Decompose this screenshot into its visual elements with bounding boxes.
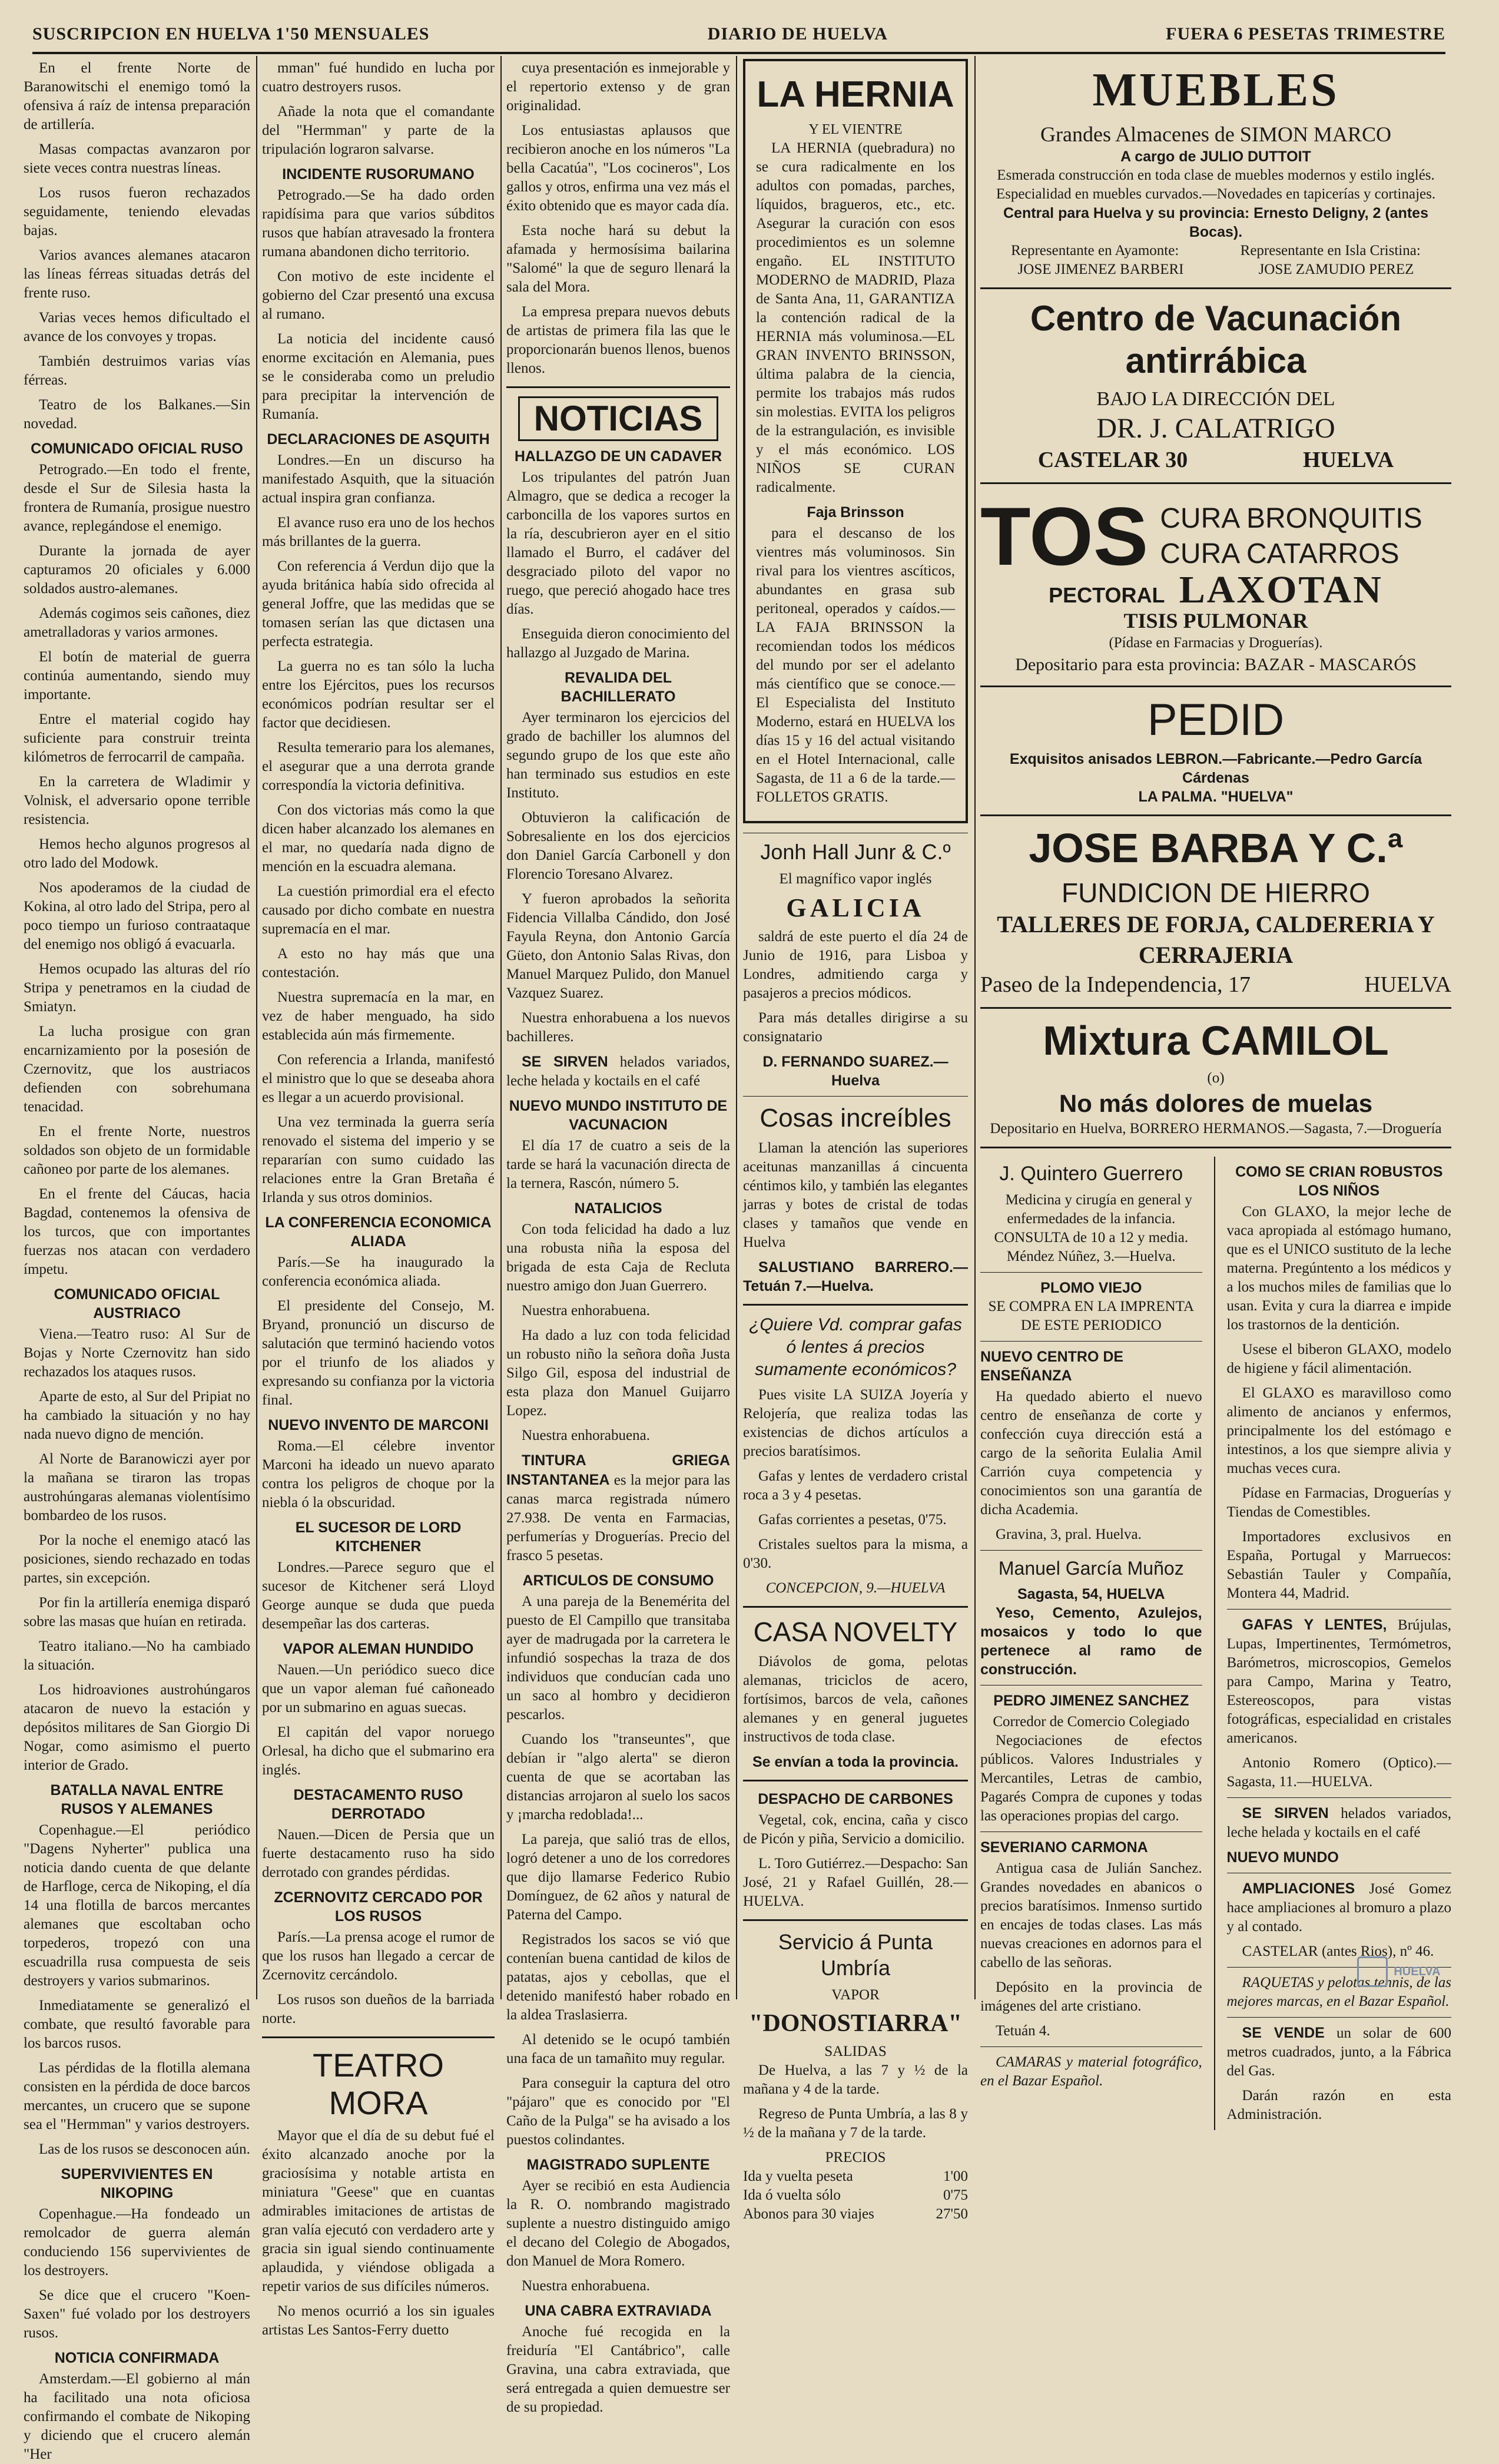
article-heading: MAGISTRADO SUPLENTE [526,2157,710,2173]
article-text: Además cogimos seis cañones, diez ametralladoras y varios armones. [24,605,250,640]
archive-watermark [1334,1951,1464,1992]
muebles-title: MUEBLES [1092,64,1339,116]
article-text [506,1052,730,1091]
gafas-title: ¿Quiere Vd. comprar gafas ó lentes á precios sumamente económicos? [749,1315,962,1379]
article-text: París.—Se ha inaugurado la conferencia económica aliada. [262,1254,495,1289]
article-text: El botín de material de guerra continúa aumentando, siendo muy importante. [24,649,250,703]
cosas-title: Cosas increíbles [760,1104,951,1132]
article-heading: REVALIDA DEL BACHILLERATO [561,670,676,705]
ad-text: BAJO LA DIRECCIÓN DEL [1096,388,1335,410]
donostiarra-title: "DONOSTIARRA" [749,2010,962,2037]
article-text: Con referencia á Verdun dijo que la ayuda británica había sido ofrecida al general Joffre, que las medidas que se tomasen serían las que dictasen una perfecta estrategia. [262,558,495,650]
quintero-title: J. Quintero Guerrero [999,1163,1183,1185]
article-text: Copenhague.—El periódico "Dagens Nyherter" publica una noticia dando cuenta de que delante de Harfloge, cerca de Nikoping, el día 14 una flotilla de barcos mercantes alemanes que escoltaban ocho torpederos, tropezó con una escuadrilla rusa compuesta de seis destroyers y varios submarinos. [24,1822,250,1989]
price-label: Ida ó vuelta sólo [743,2187,841,2203]
article-text: Inmediatamente se generalizó el combate, que resultó favorable para los barcos rusos. [24,1998,250,2051]
ad-text: TISIS PULMONAR [1123,609,1308,632]
inline-heading: SE VENDE [1242,2025,1325,2041]
section-rule [506,386,730,388]
article-heading: LA CONFERENCIA ECONOMICA ALIADA [265,1214,492,1250]
article-text: Y fueron aprobados la señorita Fidencia Villalba Cándido, don José Fayula Reyna, don Antonio García Güeto, don Antonio Salas Rivas, don Manuel Marquez Pulido, don Manuel Vazquez Suarez. [506,891,730,1001]
ad-text: Depositario en Huelva, BORRERO HERMANOS.—Sagasta, 7.—Droguería [990,1121,1442,1137]
archive-logo-text: HUELVA [1394,1965,1441,1978]
article-text: Se dice que el crucero "Koen-Saxen" fué volado por los destroyers rusos. [24,2287,250,2341]
article-text: El día 17 de cuatro a seis de la tarde se hará la vacunación directa de la ternera, Rascón, número 5. [506,1138,730,1191]
ad-text: HUELVA [1364,972,1451,997]
article-heading: NATALICIOS [574,1200,662,1217]
ad-text: Yeso, Cemento, Azulejos, mosaicos y todo lo que pertenece al ramo de construcción. [980,1605,1202,1678]
ad-row [980,971,1451,999]
ad-text [1227,1804,1451,1842]
article-text: cuya presentación es inmejorable y el repertorio extenso y de gran originalidad. [506,60,730,114]
teatro-mora-title: TEATRO MORA [313,2046,444,2121]
ad-text: Llaman la atención las superiores aceitunas manzanillas á cincuenta céntimos kilo, y también las elegantes jarras y botes de cristal de todas clases y tamaños que vende en Huelva [743,1140,968,1250]
article-text: Resulta temerario para los alemanes, el asegurar que a una derrota grande correspondía la victoria definitiva. [262,740,495,793]
article-text: Enseguida dieron conocimiento del hallazgo al Juzgado de Marina. [506,626,730,661]
article-text: Los tripulantes del patrón Juan Almagro, que se dedica a recoger la carboncilla de los vapores surtos en la ría, descubrieron ayer en el sitio llamado el Burro, el cadáver del desgraciado piloto del vapor no ruego, que pereció ahogado hace tres días. [506,469,730,617]
ad-text: PRECIOS [825,2150,886,2165]
section-rule [980,814,1451,816]
section-rule [262,2036,495,2038]
column-divider [974,56,976,1999]
ad-text: LA PALMA. "HUELVA" [1138,789,1294,805]
article-text: Las de los rusos se desconocen aún. [39,2141,250,2157]
ad-text: PECTORAL [1049,583,1165,607]
article-text: A esto no hay más que una contestación. [262,946,495,981]
section-rule [980,287,1451,289]
article-heading: NUEVO MUNDO INSTITUTO DE VACUNACION [509,1098,728,1133]
column-5-ads [980,59,1451,2122]
ad-text: Diávolos de goma, pelotas alemanas, triciclos de acero, fortísimos, barcos de vela, cañones alemanes y en general juguetes instructivos de toda clase. [743,1654,968,1745]
severiano-title: SEVERIANO CARMONA [980,1839,1148,1856]
article-heading: DESTACAMENTO RUSO DERROTADO [293,1787,463,1822]
ad-signature: Antonio Romero (Optico).—Sagasta, 11.—HUELVA. [1226,1755,1451,1790]
ad-text: DR. J. CALATRIGO [1096,413,1335,444]
glaxo-title: COMO SE CRIAN ROBUSTOS LOS NIÑOS [1235,1164,1443,1199]
ad-text: CASTELAR 30 [1037,448,1188,472]
novelty-title: CASA NOVELTY [753,1617,958,1647]
column-1 [24,59,250,2462]
ad-signature: SALUSTIANO BARRERO.—Tetuán 7.—Huelva. [743,1259,968,1294]
article-text: Obtuvieron la calificación de Sobresaliente en los dos ejercicios don Daniel García Carbonell y don Florencio Toresano Alvarez. [506,810,730,882]
jonh-hall-title: Jonh Hall Junr & C.º [760,840,951,864]
section-rule [980,1550,1202,1551]
small-ads-left [980,1157,1202,2130]
price-value: 27'50 [936,2206,968,2222]
article-text: En la carretera de Wladimir y Volnisk, el adversario opone terrible resistencia. [24,774,250,827]
article-heading: HALLAZGO DE UN CADAVER [514,448,722,465]
article-text: Nuestra enhorabuena. [522,2278,650,2294]
section-rule [980,2046,1202,2047]
article-text: Nauen.—Un periódico sueco dice que un vapor aleman fué cañoneado por un submarino en aguas suecas. [262,1662,495,1715]
section-rule [980,1272,1202,1273]
section-rule [743,1304,968,1306]
inline-heading: AMPLIACIONES [1242,1880,1355,1897]
jose-barba-title: JOSE BARBA Y C.ª [1029,825,1403,871]
article-text: El presidente del Consejo, M. Bryand, pronunció un discurso de salutación que terminó haciendo votos por el triunfo de los aliados y expresando su confianza por la victoria final. [262,1298,495,1408]
ad-text: Gafas corrientes a pesetas, 0'75. [758,1512,947,1528]
article-text: El capitán del vapor noruego Orlesal, ha dicho que el submarino era inglés. [262,1724,495,1778]
ensenanza-title: NUEVO CENTRO DE ENSEÑANZA [980,1349,1124,1384]
ad-text: Grandes Almacenes de SIMON MARCO [1040,122,1391,146]
ad-text: Pues visite LA SUIZA Joyería y Relojería, que realiza todas las existencias de dichos artículos a precios baratísimos. [743,1387,968,1459]
article-text: mman" fué hundido en lucha por cuatro destroyers rusos. [262,60,495,95]
ad-text: Antigua casa de Julián Sanchez. Grandes novedades en abanicos o precios baratísimos. Inmenso surtido en encajes de todas clases. Las más nuevas creaciones en adornos para el cabello de las señoras. [980,1860,1202,1970]
ad-text: Depositario para esta provincia: BAZAR - MASCARÓS [1015,655,1417,674]
article-text: Masas compactas avanzaron por siete veces contra nuestras líneas. [24,141,250,176]
article-text: Añade la nota que el comandante del "Hermman" y parte de la tripulación lograron salvarse. [262,104,495,157]
section-rule [980,685,1451,687]
price-value: 1'00 [943,2168,968,2184]
ad-text: NUEVO MUNDO [1226,1849,1339,1866]
inline-heading: SE SIRVEN [1242,1805,1329,1821]
inline-text: helados variados, leche helada y koctails en el café [1226,1806,1451,1840]
section-rule [743,1780,968,1781]
article-heading: NUEVO INVENTO DE MARCONI [268,1417,489,1433]
ad-text: Negociaciones de efectos públicos. Valores Industriales y Mercantiles, Letras de cambio, Pagarés Compra de cupones y todas las operaciones propias del cargo. [980,1733,1202,1824]
ad-signature: Tetuán 4. [996,2023,1050,2039]
tos-ad [980,492,1451,581]
tos-title: TOS [980,490,1149,582]
ad-text: De Huelva, a las 7 y ½ de la mañana y 4 de la tarde. [743,2062,968,2097]
ad-text: JOSE JIMENEZ BARBERI [1017,261,1184,277]
ad-text [1227,1879,1451,1936]
article-heading: COMUNICADO OFICIAL RUSO [31,441,243,457]
article-text: Al Norte de Baranowiczi ayer por la mañana se tiraron las tropas austrohúngaras alemanas violentísimo bombardeo de los rusos. [24,1451,250,1524]
ad-text: Ha quedado abierto el nuevo centro de enseñanza de corte y confección cuya dirección está a cargo de la señorita Eulalia Amil Carrión cuya competencia y conocimientos son una garantía de dicha Academia. [980,1389,1202,1518]
laxotan-row [980,568,1451,611]
article-text: La lucha prosigue con gran encarnizamiento por la posesión de Czernovitz, que los austriacos defienden con sobrehumana tenacidad. [24,1024,250,1115]
ad-text: Representante en Ayamonte: [1011,243,1179,259]
article-text: Entre el material cogido hay suficiente para construir treinta kilómetros de ferrocarril de campaña. [24,711,250,765]
inline-text: José Gomez hace ampliaciones al bromuro a plazo y al contado. [1226,1881,1451,1935]
price-row [743,2205,968,2224]
ad-signature: CONCEPCION, 9.—HUELVA [765,1580,946,1596]
ad-text: Medicina y cirugía en general y enfermedades de la infancia. CONSULTA de 10 a 12 y media. Méndez Núñez, 3.—Huelva. [994,1192,1192,1264]
article-text: Con motivo de este incidente el gobierno del Czar presentó una excusa al rumano. [262,269,495,322]
article-text: Teatro de los Balkanes.—Sin novedad. [24,397,250,432]
article-text: Cuando los "transeuntes", que debían ir "algo alerta" se dieron cuenta de que se acortaban las distancias arrojaron al suelo los sacos y ¡marcha redoblada!... [506,1731,730,1823]
article-text: No menos ocurrió a los sin iguales artistas Les Santos-Ferry duetto [262,2303,495,2338]
ad-text: Exquisitos anisados LEBRON.—Fabricante.—Pedro García Cárdenas [1009,751,1422,786]
column-divider [256,56,257,1999]
article-text: Registrados los sacos se vió que contenían buena cantidad de kilos de patatas, ajos y cebollas, que el detenido manifestó haber robado en la aldea Traslasierra. [506,1932,730,2023]
article-text: Roma.—El célebre inventor Marconi ha ideado un nuevo aparato contra los peligros de choque por la niebla ó la obscuridad. [262,1438,495,1511]
article-text: Para conseguir la captura del otro "pájaro" que es conocido por "El Caño de la Pulga" se ha avisado a los puestos colindantes. [506,2075,730,2148]
ad-text: VAPOR [831,1987,880,2003]
inline-text: es la mejor para las canas marca registrada número 27.938. De venta en Farmacias, perfumerías y Droguerías. Precio del frasco 5 pesetas. [506,1472,730,1564]
article-heading: COMUNICADO OFICIAL AUSTRIACO [54,1286,220,1322]
ad-text: El magnífico vapor inglés [779,871,932,887]
ad-text: Con GLAXO, la mejor leche de vaca apropiada al estómago humano, que es el UNICO sustituto de la leche materna. Pregúntento a los médicos y a los muchos miles de familias que lo usan. Evita y cura la diarrea e impide los trastornos de la dentición. [1226,1204,1451,1333]
carbones-title: DESPACHO DE CARBONES [758,1791,953,1807]
section-rule [743,1096,968,1097]
article-text: Durante la jornada de ayer capturamos 20 oficiales y 6.000 soldados austro-alemanes. [24,543,250,597]
header-newspaper-title: DIARIO DE HUELVA [707,24,888,44]
ad-text: Darán razón en esta Administración. [1226,2088,1451,2122]
ad-text: (Pídase en Farmacias y Droguerías). [1109,635,1323,651]
header-subscription: SUSCRIPCION EN HUELVA 1'50 MENSUALES [32,24,430,44]
ad-text: Importadores exclusivos en España, Portugal y Marruecos: Sebastián Tauler y Compañía, Montera 44, Madrid. [1226,1529,1451,1601]
article-heading: UNA CABRA EXTRAVIADA [525,2303,712,2319]
ad-text: Representante en Isla Cristina: [1240,243,1421,259]
article-text: Londres.—En un discurso ha manifestado Asquith, que la situación actual inspira gran confianza. [262,452,495,506]
article-text: La pareja, que salió tras de ellos, logró detener a uno de los corredores que dijo llamarse Federico Rubio Domínguez, de 62 años y natural de Paterna del Campo. [506,1832,730,1923]
price-label: Abonos para 30 viajes [743,2206,874,2222]
ad-text: LA HERNIA (quebradura) no se cura radicalmente en los adultos con pomadas, parches, líquidos, bragueros, etc., etc. Asegurar la curación con esos procedimientos es un solemne engaño. EL INSTITUTO MODERNO de MADRID, Plaza de Santa Ana, 11, GARANTIZA la contención radical de la HERNIA más voluminosa.—EL GRAN INVENTO BRINSSON, última palabra de la ciencia, permite los trabajos más rudos sin molestias. EVITA los peligros de la estrangulación, es invisible y el más económico. LOS NIÑOS SE CURAN radicalmente. [756,140,955,495]
article-text: Nuestra enhorabuena. [522,1428,650,1443]
article-text: La guerra no es tan sólo la lucha entre los Ejércitos, pues los recursos económicos podrían resultar ser el factor que decidiesen. [262,658,495,731]
header-outside-price: FUERA 6 PESETAS TRIMESTRE [1166,24,1445,44]
ad-row [980,446,1451,474]
article-text: Teatro italiano.—No ha cambiado la situación. [24,1638,250,1673]
ad-row [980,260,1451,279]
article-text: Los entusiastas aplausos que recibieron anoche en los números "La bella Cacatúa", "Los cocineros", Los gallos y otros, enfirma una vez más el éxito obtenido que es mayor cada día. [506,122,730,214]
ad-text [1227,1615,1451,1748]
section-rule [743,1919,968,1921]
article-heading: NOTICIA CONFIRMADA [54,2350,220,2366]
faja-title: Faja Brinsson [807,504,904,521]
article-text: París.—La prensa acoge el rumor de que los rusos han llegado a cercar de Zcernovitz cercándolo. [262,1929,495,1983]
pedid-title: PEDID [1147,695,1285,745]
tos-cures [1160,501,1422,572]
ad-text: Regreso de Punta Umbría, a las 8 y ½ de la mañana y 7 de la tarde. [743,2106,968,2141]
laxotan-title: LAXOTAN [1179,568,1383,611]
hernia-ad [743,59,968,823]
section-rule [980,1341,1202,1342]
article-text: Los rusos fueron rechazados seguidamente, teniendo elevadas bajas. [24,185,250,239]
article-text: Ayer se recibió en esta Audiencia la R. O. nombrando magistrado suplente a nuestro distinguido amigo el decano del Colegio de Abogados, don Manuel de Mora Romero. [506,2178,730,2269]
inline-text: Brújulas, Lupas, Impertinentes, Termómetros, Barómetros, microscopios, Gemelos para Campo, Marina y Teatro, Estereoscopos, para vistas fotográficas, especialidad en cristales americanos. [1226,1617,1451,1746]
ad-row [980,241,1451,260]
ad-text: JOSE ZAMUDIO PEREZ [1258,261,1414,277]
article-text: Londres.—Parece seguro que el sucesor de Kitchener será Lloyd George aunque se duda que pueda desempeñar las dos carteras. [262,1559,495,1632]
article-heading: VAPOR ALEMAN HUNDIDO [283,1641,474,1657]
price-row [743,2167,968,2186]
article-text: Con toda felicidad ha dado a luz una robusta niña la esposa del brigada de esta Caja de Recluta nuestro amigo don Juan Guerrero. [506,1221,730,1294]
ad-signature: CASTELAR (antes Rios), nº 46. [1242,1943,1434,1959]
article-text: Anoche fué recogida en la freiduría "El Cantábrico", calle Gravina, una cabra extraviada, que será entregada a quien demuestre ser de su propiedad. [506,2324,730,2415]
article-heading: DECLARACIONES DE ASQUITH [267,431,490,448]
ad-text: CAMARAS y material fotográfico, en el Bazar Español. [980,2054,1202,2089]
article-text: En el frente del Cáucas, hacia Bagdad, contenemos la ofensiva de los turcos, que con importantes fuerzas nos atacan con verdadero ímpetu. [24,1186,250,1277]
hernia-title: LA HERNIA [757,74,954,115]
column-divider [500,56,502,1999]
article-text: Hemos hecho algunos progresos al otro lado del Modowk. [24,836,250,871]
article-text: Los hidroaviones austrohúngaros atacaron de nuevo la estación y depósitos militares de San Giorgio Di Nogar, como asimismo el puerto interior de Grado. [24,1682,250,1773]
pjs-title: PEDRO JIMENEZ SANCHEZ [993,1693,1189,1709]
article-text: Viena.—Teatro ruso: Al Sur de Bojas y Norte Czernovitz han sido rechazados los ataques rusos. [24,1326,250,1380]
article-text: A una pareja de la Benemérita del puesto de El Campillo que transitaba ayer de madrugada por la carretera le infundió sospechas la traza de dos individuos que conducían cada uno un saco al hombro y decidieron pescarlos. [506,1594,730,1723]
column-divider [1214,1157,1215,2130]
article-text: Por la noche el enemigo atacó las posiciones, siendo rechazado en todas partes, sin excepción. [24,1532,250,1586]
ad-text: SALIDAS [824,2044,887,2059]
inline-heading: TINTURA GRIEGA INSTANTANEA [506,1452,730,1488]
article-text: Hemos ocupado las alturas del río Stripa y penetramos en la ciudad de Smiatyn. [24,961,250,1015]
article-text: Petrogrado.—Se ha dado orden rapidísima para que varios súbditos rusos que habían atravesado la frontera rumana abandonen dicho territorio. [262,187,495,260]
price-label: Ida y vuelta peseta [743,2168,853,2184]
plomo-title: PLOMO VIEJO [1040,1280,1142,1296]
article-text: En el frente Norte de Baranowitschi el enemigo tomó la ofensiva á raíz de intensa preparación de artillería. [24,60,250,133]
section-rule [980,1147,1451,1148]
article-text [506,1451,730,1565]
ad-text: HUELVA [1302,448,1394,472]
ad-text: Cristales sueltos para la misma, a 0'30. [743,1536,968,1571]
section-rule [980,482,1451,484]
ad-text: Esmerada construcción en toda clase de muebles modernos y estilo inglés. Especialidad en muebles curvados.—Novedades en tapicerías y cortinajes. [996,167,1436,202]
article-heading: EL SUCESOR DE LORD KITCHENER [295,1519,462,1555]
ad-text: CURA CATARROS [1160,538,1399,569]
article-text: Amsterdam.—El gobierno al mán ha facilitado una nota oficiosa confirmando el combate de Nikoping y diciendo que el crucero alemán "Her [24,2371,250,2462]
price-table [743,2167,968,2224]
article-text: También destruimos varias vías férreas. [24,353,250,388]
column-2 [262,59,495,2338]
section-rule [743,1606,968,1608]
ad-text: Usese el biberon GLAXO, modelo de higiene y fácil alimentación. [1226,1342,1451,1376]
ad-text: Sagasta, 54, HUELVA [1017,1586,1165,1602]
article-text: Esta noche hará su debut la afamada y hermosísima bailarina "Salomé" la que de seguro llenará la sala del Mora. [506,223,730,295]
article-text: Por fin la artillería enemiga disparó sobre las masas que huían en retirada. [24,1595,250,1630]
article-text: El avance ruso era uno de los hechos más brillantes de la guerra. [262,515,495,549]
ad-text: FUNDICION DE HIERRO [1062,877,1370,908]
article-heading: BATALLA NAVAL ENTRE RUSOS Y ALEMANES [50,1782,224,1817]
article-heading: ARTICULOS DE CONSUMO [522,1572,714,1589]
article-text: Al detenido se le ocupó también una faca de un tamañito muy regular. [506,2032,730,2066]
article-text: Nuestra supremacía en la mar, en vez de haber menguado, ha sido establecida aún más firmemente. [262,989,495,1043]
galicia-title: GALICIA [786,893,925,922]
ad-text: Central para Huelva y su provincia: Ernesto Deligny, 2 (antes Bocas). [1003,205,1428,240]
article-text: Con dos victorias más como la que dicen haber alcanzado los alemanes en el mar, no quedaría nada digno de mención en la escuadra alemana. [262,802,495,875]
column-divider [736,56,737,1999]
archive-logo-icon [1357,1956,1388,1987]
article-text: Los rusos son dueños de la barriada norte. [262,1992,495,2026]
ad-text: saldrá de este puerto el día 24 de Junio de 1916, para Lisboa y Londres, admitiendo carga y pasajeros a precios módicos. [743,929,968,1001]
inline-text: helados variados, leche helada y koctails en el café [506,1054,730,1089]
punta-umbria-title: Servicio á Punta Umbría [778,1930,933,1980]
ad-text: A cargo de JULIO DUTTOIT [1120,148,1311,165]
ad-text [1227,2023,1451,2081]
ad-signature: L. Toro Gutiérrez.—Despacho: San José, 21 y Rafael Guillén, 28.—HUELVA. [743,1856,968,1909]
inline-text: un solar de 600 metros cuadrados, junto, a la Fábrica del Gas. [1226,2025,1451,2079]
article-text: Mayor que el día de su debut fué el éxito alcanzado anoche por la graciosísima y notable artista en miniatura "Geese" que en cuantas admirables imitaciones de artistas de gran valía ejecutó con verdadero arte y gracia sin igual siendo continuamente aplaudida, y viéndose obligada a repetir varios de sus difíciles números. [262,2128,495,2294]
page-header [32,16,1445,54]
article-text: Ayer terminaron los ejercicios del grado de bachiller los alumnos del segundo grupo de los que este año han terminado sus estudios en este Instituto. [506,710,730,801]
ad-text: SE COMPRA EN LA IMPRENTA DE ESTE PERIODICO [988,1299,1195,1333]
vacunacion-title: Centro de Vacunación antirrábica [1030,299,1402,380]
article-text: Nuestra enhorabuena. [522,1303,650,1319]
ad-text: No más dolores de muelas [1059,1089,1373,1117]
article-text: Con referencia a Irlanda, manifestó el ministro que lo que se deseaba ahora es llegar a un acuerdo provisional. [262,1052,495,1105]
hernia-subtitle: Y EL VIENTRE [808,122,903,137]
article-heading: ZCERNOVITZ CERCADO POR LOS RUSOS [274,1889,483,1925]
section-rule [1227,1797,1451,1798]
inline-heading: SE SIRVEN [522,1054,608,1070]
article-text: Nauen.—Dicen de Persia que un fuerte destacamento ruso ha sido derrotado con grandes pérdidas. [262,1827,495,1880]
article-text: Petrogrado.—En todo el frente, desde el Sur de Silesia hasta la frontera de Rumanía, prosigue nuestro avance, replegándose el enemigo. [24,462,250,534]
ad-signature: D. FERNANDO SUAREZ.—Huelva [762,1054,949,1089]
article-text: Copenhague.—Ha fondeado un remolcador de guerra alemán conduciendo 156 supervivientes de los destroyers. [24,2206,250,2278]
ad-text: CURA BRONQUITIS [1160,503,1422,534]
ad-text: Se envían a toda la provincia. [752,1754,959,1770]
article-text: Nos apoderamos de la ciudad de Kokina, al otro lado del Stripa, pero al poco tiempo un furioso contraataque del enemigo nos obligó á evacuarla. [24,880,250,952]
ad-text: Pídase en Farmacias, Droguerías y Tiendas de Comestibles. [1226,1485,1451,1520]
article-text: La empresa prepara nuevos debuts de artistas de primera fila las que le proporcionarán buenos llenos, buenos llenos. [506,304,730,376]
ad-text: Gafas y lentes de verdadero cristal roca a 3 y 4 pesetas. [743,1468,968,1503]
inline-heading: GAFAS Y LENTES, [1242,1617,1387,1633]
ad-text: para el descanso de los vientres más voluminosos. Sin rival para los vientres ascíticos, abundantes en grasa sub peritoneal, operados y caídos.—LA FAJA BRINSSON la recomiendan todos los médicos del mundo por ser el adelanto más científico que se conoce.—El Especialista del Instituto Moderno, estará en HUELVA los días 15 y 16 del actual visitando en el Hotel Internacional, calle Sagasta, de 11 a 6 de la tarde.— FOLLETOS GRATIS. [756,525,955,805]
ad-text: RAQUETAS y pelotas tennis, de las mejores marcas, en el Bazar Español. [1226,1975,1451,2009]
ad-text: Corredor de Comercio Colegiado [993,1714,1190,1730]
article-text: Nuestra enhorabuena a los nuevos bachilleres. [506,1010,730,1045]
camilol-title: Mixtura CAMILOL [1043,1018,1389,1064]
section-rule [980,1007,1451,1009]
price-row [743,2186,968,2205]
ad-text: Vegetal, cok, encina, caña y cisco de Picón y piña, Servicio a domicilio. [743,1812,968,1847]
article-text: Varios avances alemanes atacaron las líneas férreas situadas detrás del frente ruso. [24,247,250,301]
ad-signature: Gravina, 3, pral. Huelva. [996,1526,1142,1542]
garcia-title: Manuel García Muñoz [998,1558,1184,1579]
ad-text: (o) [1207,1070,1225,1086]
article-text: Una vez terminada la guerra sería renovado el sistema del imperio y se repararían con sumo cuidado las relaciones entre la Gran Bretaña é Irlanda y sus otros dominios. [262,1114,495,1205]
article-text: En el frente Norte, nuestros soldados son objeto de un formidable cañoneo por parte de los alemanes. [24,1124,250,1177]
article-text: La noticia del incidente causó enorme excitación en Alemania, pues se le consideraba como un preludio para precipitar la intervención de Rumanía. [262,331,495,422]
article-text: Ha dado a luz con toda felicidad un robusto niño la señora doña Justa Silgo Gil, esposa del industrial de esta plaza don Manuel Guijarro Lopez. [506,1327,730,1419]
column-4 [743,59,968,2222]
article-heading: SUPERVIVIENTES EN NIKOPING [61,2166,213,2201]
noticias-title: NOTICIAS [518,396,718,441]
article-text: Las pérdidas de la flotilla alemana consisten en la pérdida de doce barcos mercantes, un crucero que se supone sea el "Hermman" y varios destroyers. [24,2060,250,2132]
section-rule [1227,2017,1451,2018]
ad-text: Depósito en la provincia de imágenes del arte cristiano. [980,1979,1202,2014]
ad-text: TALLERES DE FORJA, CALDERERIA Y CERRAJERIA [997,911,1435,968]
column-3 [506,59,730,2415]
article-heading: INCIDENTE RUSORUMANO [282,166,475,183]
ad-text: Para más detalles dirigirse a su consignatario [743,1010,968,1045]
ad-text: El GLAXO es maravilloso como alimento de ancianos y enfermos, principalmente los del estómago e intestinos, a los que siempre alivia y muchas veces cura. [1226,1385,1451,1476]
ad-text: Paseo de la Independencia, 17 [980,972,1251,997]
price-value: 0'75 [943,2187,968,2203]
article-text: Aparte de esto, al Sur del Pripiat no ha cambiado la situación y no hay nada nuevo digno de mención. [24,1389,250,1442]
article-text: Varias veces hemos dificultado el avance de los convoyes y tropas. [24,310,250,345]
article-text: La cuestión primordial era el efecto causado por dicho combate en nuestra supremacía en el mar. [262,883,495,937]
